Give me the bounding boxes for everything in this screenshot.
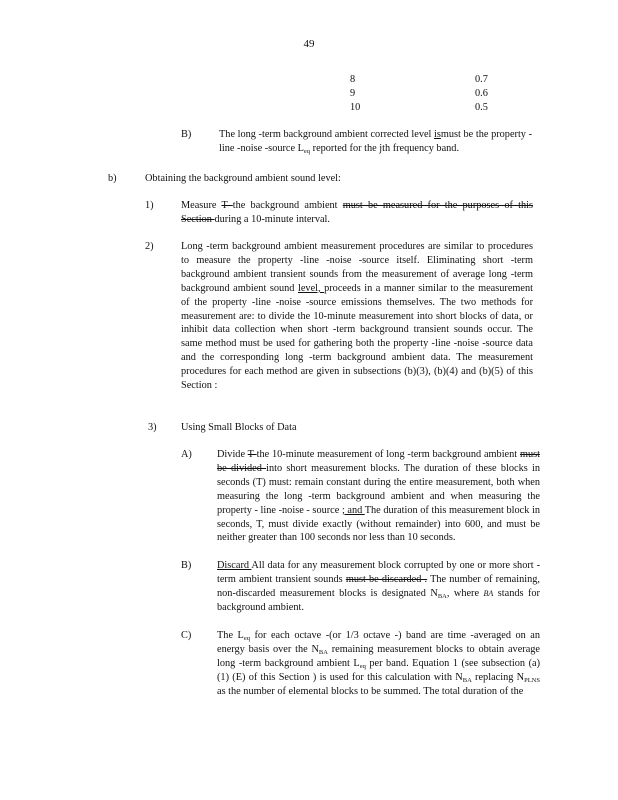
text: reported for the jth frequency band.: [310, 142, 460, 154]
table-row: [350, 87, 488, 101]
section-heading: Obtaining the background ambient sound level:: [145, 173, 341, 184]
section-label: b): [108, 173, 117, 184]
item-label: B): [181, 129, 192, 140]
item-label: C): [181, 630, 192, 641]
text: replacing N: [471, 671, 525, 683]
deleted-text: T: [247, 449, 257, 460]
deleted-text: must be discarded .: [345, 573, 428, 585]
paragraph-item-b-top: [219, 128, 532, 156]
text: Long -term background ambient measurement procedures are similar to procedures to measure the property -line -noise -source itself. Eliminating short -term background ambient transient sounds from the measurement of average long -term background ambient sound: [181, 241, 533, 294]
subscript: BA: [462, 676, 472, 684]
italic-text: BA: [483, 588, 494, 598]
item-label: 1): [145, 200, 154, 211]
subscript: BA: [318, 648, 328, 656]
deleted-text: T: [221, 200, 233, 211]
text: proceeds in a manner similar to the measurement of the property -line -noise -source emissions themselves. The two methods for measurement are: to divide the 10-minute measurement into short blocks of data, or inhibit data collection when short -term background transient sounds occur. The same method must be used for gathering both the property -line -noise -source data and the corresponding long -term background ambient data. The measurement procedures for each method are given in subsections (b)(3), (b)(4) and (b)(5) of this Section :: [181, 282, 533, 392]
text: during a 10-minute interval.: [214, 213, 330, 225]
text: the background ambient: [232, 200, 343, 211]
text: The L: [217, 630, 244, 641]
text: must be the property -line -noise -source L: [219, 129, 532, 154]
paragraph-item-3a: [217, 448, 540, 545]
deleted-text: must be divided: [217, 449, 540, 474]
subscript: eq: [359, 662, 366, 670]
value-cell: 0.5: [475, 102, 488, 113]
item-label: 3): [148, 422, 157, 433]
text: The duration of this measurement block in seconds, T, must divide exactly (without remainder) into 600, and must be neither greater than 100 seconds nor less than 10 seconds.: [217, 504, 540, 544]
text: The number of remaining, non-discarded measurement blocks is designated N: [217, 573, 540, 599]
paragraph-item-3b: [217, 559, 540, 615]
paragraph-item-3c: [217, 629, 540, 699]
inserted-text: Discard: [217, 560, 252, 571]
item-label: 2): [145, 241, 154, 252]
page-number: 49: [303, 38, 315, 50]
band-cell: 10: [350, 102, 361, 113]
paragraph-item-2: [181, 240, 533, 393]
band-cell: 9: [350, 88, 356, 99]
text: stands for background ambient.: [217, 587, 540, 613]
item-label: B): [181, 560, 192, 571]
subsection-heading: Using Small Blocks of Data: [181, 422, 297, 433]
text: for each octave -(or 1/3 octave -) band are time -averaged on an energy basis over the N: [217, 630, 540, 655]
inserted-text: ; and: [341, 504, 365, 516]
text: Measure: [181, 200, 222, 211]
text: the 10-minute measurement of long -term background ambient: [256, 449, 520, 460]
table-row: [350, 101, 488, 115]
weighting-table: [350, 73, 488, 115]
subscript: BA: [437, 592, 447, 600]
text: into short measurement blocks. The duration of these blocks in seconds (T) must: remain constant during the entire measurement, both when measuring the long -term background ambient and when measuring the property - line -noise - source: [217, 462, 540, 516]
value-cell: 0.6: [475, 88, 488, 99]
text: as the number of elemental blocks to be summed. The total duration of the: [217, 685, 524, 697]
text: All data for any measurement block corrupted by one or more short -term ambient transient sounds: [217, 560, 541, 585]
value-cell: 0.7: [475, 74, 488, 85]
text: remaining measurement blocks to obtain average long -term background ambient L: [217, 643, 540, 669]
inserted-text: is: [434, 129, 441, 140]
deleted-text: must be measured for the purposes of this Section: [181, 200, 533, 225]
table-row: [350, 73, 488, 87]
subscript: PLNS: [524, 676, 540, 684]
subscript: eq: [243, 635, 250, 642]
text: The long -term background ambient corrected level: [219, 129, 435, 140]
inserted-text: level,: [297, 282, 325, 294]
item-label: A): [181, 449, 192, 460]
text: per band. Equation 1 (see subsection (a) (1) (E) of this Section ) is used for this calculation with N: [217, 657, 541, 683]
band-cell: 8: [350, 74, 356, 85]
text: , where: [446, 587, 484, 599]
subscript: eq: [303, 147, 311, 155]
text: Divide: [217, 449, 248, 460]
paragraph-item-1: [181, 199, 533, 227]
